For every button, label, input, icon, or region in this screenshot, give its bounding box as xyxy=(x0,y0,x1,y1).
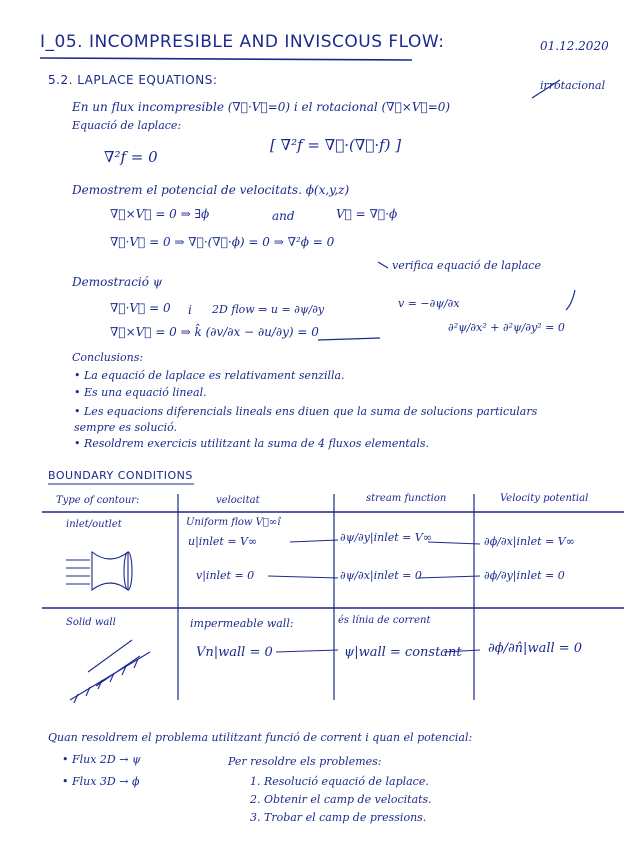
row2-type: Solid wall xyxy=(66,617,116,628)
title-underline xyxy=(40,58,412,60)
footer-step-3: 3. Trobar el camp de pressions. xyxy=(250,811,427,824)
verifies-arrow xyxy=(378,262,388,268)
verifies-note: verifica equació de laplace xyxy=(392,259,541,272)
col-header-stream: stream function xyxy=(366,493,447,504)
row1-type: inlet/outlet xyxy=(66,519,122,530)
footer-left-2-text: Flux 3D → ϕ xyxy=(72,775,140,788)
row2-potential-eq1: ∂ϕ/∂n̂|wall = 0 xyxy=(488,641,583,656)
potential-line-1a: ∇⃗×V⃗ = 0 ⇒ ∃ϕ xyxy=(110,207,210,221)
wall-sketch xyxy=(70,640,150,703)
row1-velocity-eq2: v|inlet = 0 xyxy=(196,569,255,582)
page-date: 01.12.2020 xyxy=(540,39,609,53)
psi-line-2: ∇⃗×V⃗ = 0 ⇒ k̂ (∂v/∂x − ∂u/∂y) = 0 xyxy=(110,325,319,339)
row1-velocity-eq1: u|inlet = V∞ xyxy=(188,535,258,548)
potential-line-1-and: and xyxy=(272,209,295,223)
row1-potential-eq2: ∂ϕ/∂y|inlet = 0 xyxy=(484,569,565,582)
row1-stream-eq1: ∂ψ/∂y|inlet = V∞ xyxy=(340,531,432,544)
footer-left-2: • Flux 3D → ϕ xyxy=(62,775,140,788)
row1-potential-eq1: ∂ϕ/∂x|inlet = V∞ xyxy=(484,535,575,548)
section-heading: 5.2. LAPLACE EQUATIONS: xyxy=(48,73,218,87)
psi-back-arrow xyxy=(318,338,380,340)
irrotational-note: irrotacional xyxy=(540,79,606,92)
row2-stream-eq1: ψ|wall = constant xyxy=(344,645,462,660)
footer-right-title: Per resoldre els problemes: xyxy=(228,755,382,768)
potential-demo: Demostrem el potencial de velocitats. ϕ(x,y,z) xyxy=(72,183,350,197)
col-header-type: Type of contour: xyxy=(56,495,140,506)
psi-line-1i: i xyxy=(188,303,192,317)
boundary-heading: BOUNDARY CONDITIONS xyxy=(48,469,193,482)
psi-line-1c: v = −∂ψ/∂x xyxy=(398,297,460,310)
bullet-4: • Resoldrem exercicis utilitzant la suma de 4 fluxos elementals. xyxy=(74,437,430,450)
col-header-potential: Velocity potential xyxy=(500,493,589,504)
potential-line-2: ∇⃗·V⃗ = 0 ⇒ ∇⃗·(∇⃗·ϕ) = 0 ⇒ ∇²ϕ = 0 xyxy=(110,235,335,249)
bullet-1-text: La equació de laplace es relativament senzilla. xyxy=(84,369,345,382)
psi-line-1a: ∇⃗·V⃗ = 0 xyxy=(110,301,171,315)
psi-line-1b: 2D flow ⇒ u = ∂ψ/∂y xyxy=(212,303,325,316)
row2-velocity-title: impermeable wall: xyxy=(190,617,294,630)
bullet-2: • Es una equació lineal. xyxy=(74,386,207,399)
footer-step-1: 1. Resolució equació de laplace. xyxy=(250,775,429,788)
footer-line: Quan resoldrem el problema utilitzant funció de corrent i quan el potencial: xyxy=(48,731,473,744)
page-title: I_05. INCOMPRESIBLE AND INVISCOUS FLOW: xyxy=(40,32,445,52)
row1-stream-eq2: ∂ψ/∂x|inlet = 0 xyxy=(340,569,422,582)
bullet-4-text: Resoldrem exercicis utilitzant la suma de 4 fluxos elementals. xyxy=(84,437,430,450)
bullet-3: • Les equacions diferencials lineals ens diuen que la suma de solucions particulars sempre es solució. xyxy=(74,405,538,434)
footer-step-2: 2. Obtenir el camp de velocitats. xyxy=(250,793,432,806)
conclusions-label: Conclusions: xyxy=(72,351,144,364)
bullet-2-text: Es una equació lineal. xyxy=(84,386,207,399)
bullet-1: • La equació de laplace es relativament senzilla. xyxy=(74,369,345,382)
psi-demo: Demostració ψ xyxy=(72,275,163,289)
row2-velocity-eq1: Vn|wall = 0 xyxy=(196,645,273,660)
boxed-equation: [ ∇²f = ∇⃗·(∇⃗·f) ] xyxy=(270,136,402,154)
intro-line: En un flux incompresible (∇⃗·V⃗=0) i el rotacional (∇⃗×V⃗=0) xyxy=(72,100,451,114)
footer-left-1-text: Flux 2D → ψ xyxy=(72,753,141,766)
equation-label: Equació de laplace: xyxy=(72,119,182,132)
psi-result-arrow xyxy=(566,290,575,310)
psi-result: ∂²ψ/∂x² + ∂²ψ/∂y² = 0 xyxy=(448,321,565,334)
row2-stream-title: és línia de corrent xyxy=(338,615,431,626)
row1-velocity-title: Uniform flow V⃗∞î xyxy=(186,517,281,528)
nozzle-sketch xyxy=(66,552,132,590)
bullet-3-text: Les equacions diferencials lineals ens diuen que la suma de solucions particulars sempre es solució. xyxy=(74,405,538,434)
footer-left-1: • Flux 2D → ψ xyxy=(62,753,141,766)
col-header-velocity: velocitat xyxy=(216,495,260,506)
laplace-equation: ∇²f = 0 xyxy=(104,148,158,166)
potential-line-1b: V⃗ = ∇⃗·ϕ xyxy=(336,207,398,221)
